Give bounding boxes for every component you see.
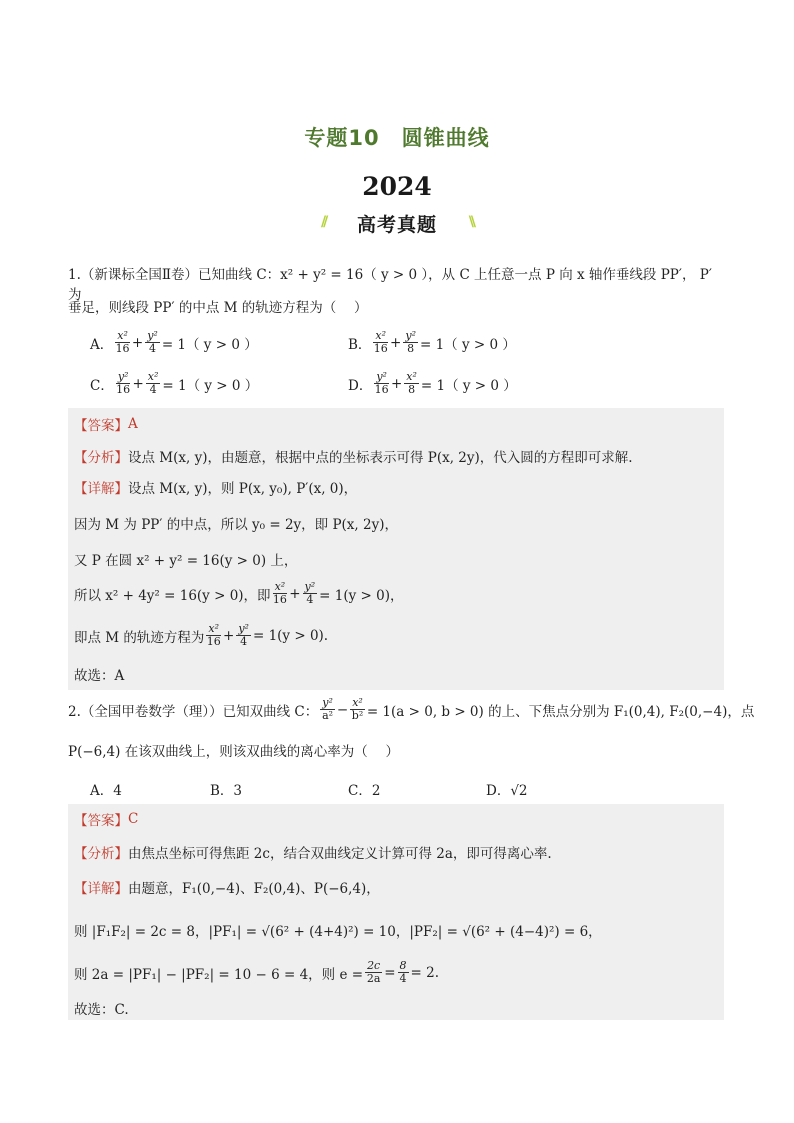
q2-detail-3: 则 2a = |PF₁| − |PF₂| = 10 − 6 = 4，则 e = $\frac{2c}{2a}$ = $\frac{8}{4}$ = 2.: [74, 959, 440, 985]
banner-label: 高考真题: [356, 214, 437, 236]
q2-stem-line2: P(−6,4) 在该双曲线上，则该双曲线的离心率为（ ）: [68, 744, 399, 760]
q1-option-b: B． $\frac{\text{x²}}{16}$ + $\frac{\text{y²}}{8}$ = 1（ y > 0 ）: [348, 329, 516, 355]
q1-analysis: 【分析】 设点 M(x, y)，由题意，根据中点的坐标表示可得 P(x, 2y)，代入圆的方程即可求解.: [74, 450, 633, 466]
q1-option-d: D． $\frac{\text{y²}}{16}$ + $\frac{\text{x²}}{8}$ = 1（ y > 0 ）: [348, 370, 517, 396]
q2-option-d: D．√2: [486, 783, 528, 799]
q1-stem-line2: 垂足，则线段 PP′ 的中点 M 的轨迹方程为（ ）: [68, 300, 368, 316]
q1-option-a: A． $\frac{\text{x²}}{16}$ + $\frac{\text{y²}}{4}$ = 1（ y > 0 ）: [90, 329, 258, 355]
q1-option-c: C． $\frac{\text{y²}}{16}$ + $\frac{\text{x²}}{4}$ = 1（ y > 0 ）: [90, 370, 259, 396]
q1-answer: 【答案】 A: [74, 416, 138, 434]
q2-detail-1: 【详解】 由题意，F₁(0,−4)、F₂(0,4)、P(−6,4)，: [74, 881, 380, 897]
q2-answer-box: [68, 804, 724, 1020]
q2-stem-line1: 2.（全国甲卷数学（理））已知双曲线 C： $\frac{\text{y²}}{\text{a²}}$ − $\frac{\text{x²}}{\text{b²}}$ = 1(a > 0, b > 0) 的上、下焦点分别为 F₁(0,4), F₂(0,−4)，点: [68, 696, 755, 722]
q1-detail-3: 又 P 在圆 x² + y² = 16(y > 0) 上，: [74, 553, 298, 569]
q1-detail-1: 【详解】 设点 M(x, y)，则 P(x, y₀), P′(x, 0)，: [74, 481, 358, 497]
q2-answer: 【答案】 C: [74, 811, 139, 829]
q2-option-a: A．4: [90, 783, 122, 799]
q2-detail-2: 则 |F₁F₂| = 2c = 8，|PF₁| = √(6² + (4+4)²) = 10，|PF₂| = √(6² + (4−4)²) = 6，: [74, 924, 602, 940]
page-title: 专题10 圆锥曲线: [304, 126, 490, 150]
q1-detail-4: 所以 x² + 4y² = 16(y > 0)，即 $\frac{\text{x²}}{16}$ + $\frac{\text{y²}}{4}$ = 1(y > 0)，: [74, 580, 404, 606]
q1-detail-5: 即点 M 的轨迹方程为 $\frac{\text{x²}}{16}$ + $\frac{\text{y²}}{4}$ = 1(y > 0).: [74, 622, 329, 648]
banner-deco-left: //: [320, 214, 326, 230]
q1-detail-2: 因为 M 为 PP′ 的中点，所以 y₀ = 2y，即 P(x, 2y)，: [74, 517, 398, 533]
q1-conclusion: 故选：A: [74, 668, 125, 684]
q2-option-b: B．3: [210, 783, 243, 799]
q2-analysis: 【分析】 由焦点坐标可得焦距 2c，结合双曲线定义计算可得 2a，即可得离心率.: [74, 846, 552, 862]
q1-stem-line1: 1.（新课标全国Ⅱ卷）已知曲线 C：x² + y² = 16（ y > 0 ），从 C 上任意一点 P 向 x 轴作垂线段 PP′， P′为: [68, 267, 712, 303]
year-label: 2024: [356, 172, 438, 201]
q2-conclusion: 故选：C.: [74, 1002, 129, 1018]
year-badge: [0, 172, 794, 201]
section-banner: [0, 208, 794, 241]
q2-option-c: C．2: [348, 783, 381, 799]
banner-deco-right: \\: [468, 214, 473, 230]
